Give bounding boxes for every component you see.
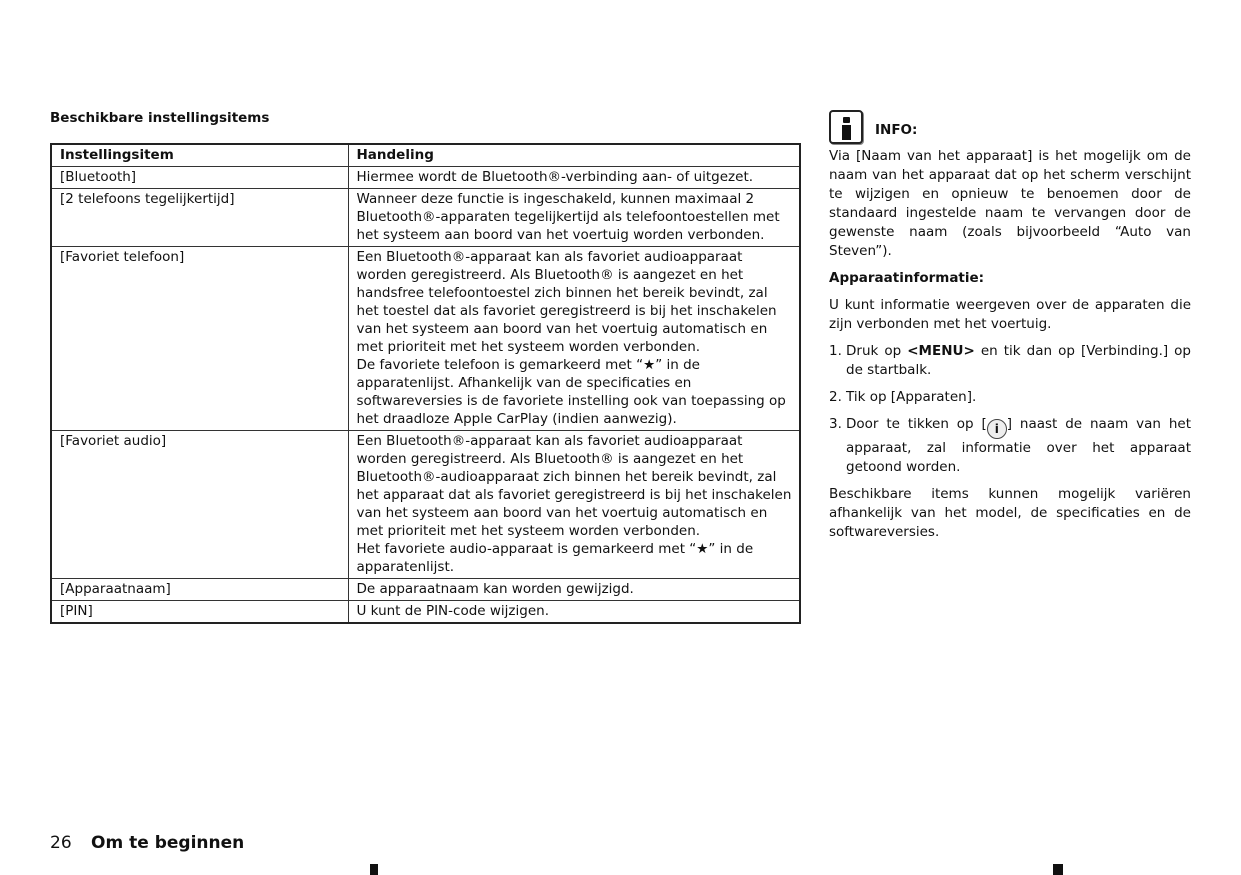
cell-item: [Favoriet audio] bbox=[51, 431, 348, 579]
step-text: Tik op [Apparaten]. bbox=[846, 389, 977, 405]
step-item bbox=[829, 388, 1191, 407]
action-text: U kunt de PIN-code wijzigen. bbox=[356, 603, 549, 619]
device-info-heading: Apparaatinformatie: bbox=[829, 270, 985, 286]
info-circle-icon: i bbox=[987, 419, 1007, 439]
menu-key-label: <MENU> bbox=[907, 343, 975, 359]
action-text: Een Bluetooth®-apparaat kan als favoriet audioapparaat worden geregistreerd. Als Bluetooth® is aangezet en het Bluetooth®-audioapparaat zich binnen het bereik bevindt, zal het apparaat dat als favoriet geregistreerd is bij het inschakelen van het systeem aan boord van het voertuig automatisch en met prioriteit met het systeem worden verbonden. bbox=[356, 433, 792, 539]
column-header-action: Handeling bbox=[348, 144, 800, 167]
cell-item: [Favoriet telefoon] bbox=[51, 247, 348, 431]
right-column bbox=[829, 110, 1191, 550]
step-item bbox=[829, 342, 1191, 380]
action-text: De apparaatnaam kan worden gewijzigd. bbox=[356, 581, 634, 597]
info-icon bbox=[829, 110, 863, 144]
step-number: 1. bbox=[829, 343, 842, 359]
step-number: 3. bbox=[829, 416, 842, 432]
table-row bbox=[51, 167, 800, 189]
step-text-post: en tik dan op [Verbinding.] op de startbalk. bbox=[846, 343, 1191, 378]
column-header-item: Instellingsitem bbox=[51, 144, 348, 167]
action-text: Wanneer deze functie is ingeschakeld, kunnen maximaal 2 Bluetooth®-apparaten tegelijkertijd als telefoontoestellen met het systeem aan boord van het voertuig worden verbonden. bbox=[356, 191, 780, 243]
info-label: INFO: bbox=[875, 121, 918, 138]
cell-action bbox=[348, 247, 800, 431]
table-header-row bbox=[51, 144, 800, 167]
cell-item: [Apparaatnaam] bbox=[51, 579, 348, 601]
settings-table bbox=[50, 143, 801, 624]
table-row bbox=[51, 189, 800, 247]
steps-list bbox=[829, 342, 1191, 477]
crop-mark bbox=[1053, 864, 1063, 875]
action-text: Een Bluetooth®-apparaat kan als favoriet audioapparaat worden geregistreerd. Als Bluetooth® is aangezet en het handsfree telefoontoestel zich binnen het bereik bevindt, zal het toestel dat als favoriet geregistreerd is bij het inschakelen van het systeem aan boord van het voertuig automatisch en met prioriteit met het systeem worden verbonden. bbox=[356, 249, 777, 355]
cell-item: [Bluetooth] bbox=[51, 167, 348, 189]
page-number: 26 bbox=[50, 833, 72, 853]
step-item bbox=[829, 415, 1191, 477]
step-text-pre: Door te tikken op [ bbox=[846, 416, 987, 432]
table-row bbox=[51, 431, 800, 579]
availability-note: Beschikbare items kunnen mogelijk variëren afhankelijk van het model, de specificaties en de softwareversies. bbox=[829, 486, 1191, 540]
cell-action bbox=[348, 189, 800, 247]
cell-item: [2 telefoons tegelijkertijd] bbox=[51, 189, 348, 247]
action-text: Het favoriete audio-apparaat is gemarkeerd met “★” in de apparatenlijst. bbox=[356, 541, 754, 575]
table-row bbox=[51, 579, 800, 601]
action-text: De favoriete telefoon is gemarkeerd met “★” in de apparatenlijst. Afhankelijk van de specificaties en softwareversies is de favoriete instelling ook van toepassing op het draadloze Apple CarPlay (indien aanwezig). bbox=[356, 357, 786, 427]
step-text-post: ] naast de naam van het apparaat, zal informatie over het apparaat getoond worden. bbox=[846, 416, 1191, 475]
cell-action bbox=[348, 579, 800, 601]
info-header bbox=[829, 110, 1191, 144]
step-text bbox=[846, 415, 1191, 477]
section-title: Beschikbare instellingsitems bbox=[50, 110, 270, 126]
chapter-title: Om te beginnen bbox=[91, 833, 245, 853]
page-footer bbox=[50, 833, 244, 853]
step-text-pre: Druk op bbox=[846, 343, 908, 359]
action-text: Hiermee wordt de Bluetooth®-verbinding aan- of uitgezet. bbox=[356, 169, 754, 185]
table-row bbox=[51, 247, 800, 431]
cell-action bbox=[348, 167, 800, 189]
info-text: Via [Naam van het apparaat] is het mogelijk om de naam van het apparaat dat op het scherm verschijnt te wijzigen en opnieuw te benoemen door de standaard ingestelde naam te vervangen door de gewenste naam (zoals bijvoorbeeld “Auto van Steven”). bbox=[829, 148, 1191, 259]
table-row bbox=[51, 601, 800, 624]
step-number: 2. bbox=[829, 389, 842, 405]
device-info-intro: U kunt informatie weergeven over de apparaten die zijn verbonden met het voertuig. bbox=[829, 297, 1191, 332]
cell-action bbox=[348, 431, 800, 579]
crop-mark bbox=[370, 864, 378, 875]
step-text bbox=[846, 342, 1191, 380]
cell-item: [PIN] bbox=[51, 601, 348, 624]
cell-action bbox=[348, 601, 800, 624]
